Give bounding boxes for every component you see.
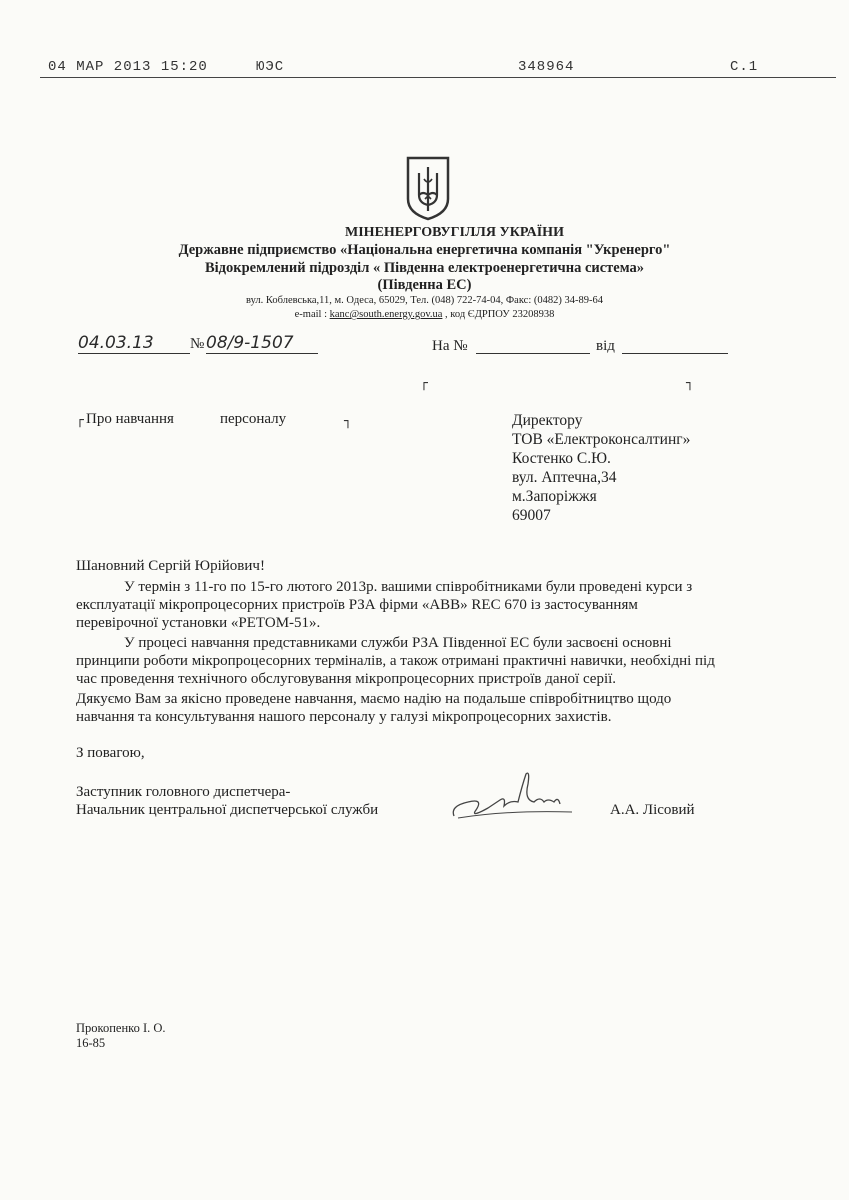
ref-date-label: від (596, 338, 615, 354)
paragraph-3-line-1: Дякуємо Вам за якісно проведене навчання, маємо надію на подальше співробітництво щодо (76, 691, 672, 707)
paragraph-1 (76, 578, 776, 632)
ref-number-label: На № (432, 338, 468, 354)
recipient-city: м.Запоріжжя (512, 488, 597, 505)
paragraph-2-line-1: У процесі навчання представниками служби РЗА Південної ЕС були засвоєні основні (124, 635, 672, 651)
email-link[interactable]: kanc@south.energy.gov.ua (329, 309, 443, 320)
fax-datetime: 04 МАР 2013 15:20 (48, 59, 208, 75)
closing-regards: З повагою, (76, 745, 145, 761)
paragraph-2-line-2: принципи роботи мікропроцесорних терміналів, а також отримані практичні навички, необхідні під (76, 653, 715, 669)
paragraph-1-line-3: перевірочної установки «РЕТОМ-51». (76, 615, 321, 631)
subject-corner-right-mark: ┐ (344, 414, 352, 429)
recipient-name: Костенко С.Ю. (512, 450, 611, 467)
ref-number-blank (476, 352, 590, 354)
executor-name: Прокопенко І. О. (76, 1021, 166, 1035)
edrpou-code: , код ЄДРПОУ 23208938 (445, 309, 555, 320)
recipient-block (512, 411, 690, 525)
number-label: № (190, 336, 205, 352)
paragraph-1-line-2: експлуатації мікропроцесорних пристроїв РЗА фірми «АВВ» REC 670 із застосуванням (76, 597, 638, 613)
letter-number: 08/9-1507 (206, 333, 318, 354)
ref-date-blank (622, 352, 728, 354)
fax-sender: ЮЭС (256, 59, 285, 75)
fax-number: 348964 (518, 59, 575, 75)
address-corner-right-mark: ┐ (686, 376, 694, 391)
handwritten-signature (448, 766, 588, 826)
paragraph-3 (76, 690, 796, 726)
address-corner-left-mark: ┌ (420, 376, 428, 391)
enterprise-name: Державне підприємство «Національна енергетична компанія "Укренерго" (178, 242, 671, 258)
fax-page: С.1 (730, 59, 759, 75)
signatory-name: А.А. Лісовий (610, 802, 695, 818)
executor-phone: 16-85 (76, 1036, 106, 1050)
ministry-name: МІНЕНЕРГОВУГІЛЛЯ УКРАЇНИ (345, 225, 564, 240)
salutation: Шановний Сергій Юрійович! (76, 558, 265, 574)
email-label: e-mail : (294, 309, 327, 320)
recipient-position: Директору (512, 412, 583, 429)
division-name: Відокремлений підрозділ « Південна електроенергетична система» (204, 260, 645, 276)
fax-header-rule (40, 77, 836, 78)
address-line: вул. Коблевська,11, м. Одеса, 65029, Тел. (048) 722-74-04, Факс: (0482) 34-89-64 (246, 295, 603, 306)
paragraph-1-line-1: У термін з 11-го по 15-го лютого 2013р. вашими співробітниками були проведені курси з (124, 579, 693, 595)
recipient-postcode: 69007 (512, 507, 551, 524)
coat-of-arms-icon (405, 155, 451, 221)
signatory-title-line-1: Заступник головного диспетчера- (76, 784, 291, 800)
paragraph-3-line-2: навчання та консультування нашого персоналу у галузі мікропроцесорних захистів. (76, 709, 612, 725)
contact-line (0, 309, 849, 320)
division-short-name: (Південна ЕС) (377, 277, 472, 293)
recipient-company: ТОВ «Електроконсалтинг» (512, 431, 691, 448)
letter-date: 04.03.13 (78, 333, 190, 354)
subject-line-part1: Про навчання (86, 411, 174, 427)
paragraph-2 (76, 634, 796, 688)
paragraph-2-line-3: час проведення технічного обслуговування мікропроцесорних пристроїв даної серії. (76, 671, 617, 687)
recipient-street: вул. Аптечна,34 (512, 469, 617, 486)
subject-line-part2: персоналу (220, 411, 287, 427)
signatory-title-line-2: Начальник центральної диспетчерської служби (76, 802, 379, 818)
subject-corner-left-mark: ┌ (76, 413, 84, 428)
